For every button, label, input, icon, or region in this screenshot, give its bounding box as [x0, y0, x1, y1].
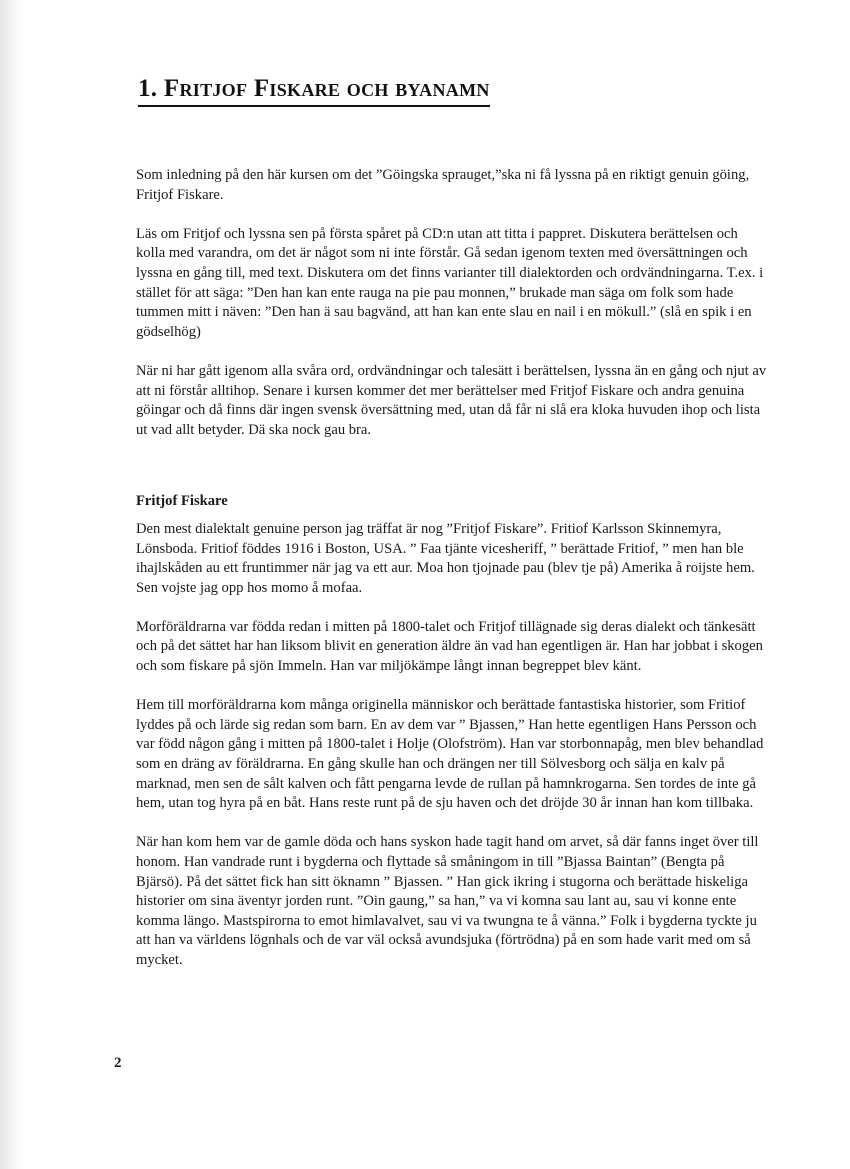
page-content: [136, 166, 770, 990]
section-subheading: Fritjof Fiskare: [136, 493, 228, 510]
intro-paragraph-2: Läs om Fritjof och lyssna sen på första spåret på CD:n utan att titta i pappret. Diskutera berättelsen och kolla med varandra, om det är något som ni inte förstår. Gå sedan igenom texten med översättningen och lyssna en gång till, med text. Diskutera om det finns varianter till dialektorden och ordvändningarna. T.ex. i stället för att säga: ”Den han kan ente rauga na pie pau monnen,” brukade man säga om folk som hade tummen mitt i näven: ”Den han ä sau bagvänd, att han kan ente slau en nail i en mökull.” (slå en spik i en gödselhög): [136, 225, 764, 340]
body-paragraph-4: När han kom hem var de gamle döda och hans syskon hade tagit hand om arvet, så där fanns inget över till honom. Han vandrade runt i bygderna och flyttade så småningom in till ”Bjassa Baintan” (Bengta på Bjärsö). På det sättet fick han sitt öknamn ” Bjassen. ” Han gick ikring i stugorna och berättade hiskeliga historier om sina äventyr jorden runt. ”Oin gaung,” sa han,” va vi komna sau lant au, sau vi konne ente komma längo. Mastspirorna to emot himlavalvet, sau vi va twungna te å vänna.” Folk i bygderna tyckte ju att han va världens lögnhals och de var väl också avundsjuka (förtrödna) på en som hade varit med om så mycket.: [136, 834, 759, 968]
body-paragraph-1: Den mest dialektalt genuine person jag träffat är nog ”Fritjof Fiskare”. Fritiof Karlsson Skinnemyra, Lönsboda. Fritiof föddes 1916 i Boston, USA. ” Faa tjänte vicesheriff, ” berättade Fritiof, ” men han ble ihajlskåden au ett fruntimmer när jag va ett aur. Moa hon tjojnade pau (blev tje på) Amerika å roijste hem. Sen vojste jag opp hos momo å mofaa.: [136, 520, 755, 596]
body-paragraph-3: Hem till morföräldrarna kom många originella människor och berättade fantastiska historier, som Fritiof lyddes på och lärde sig redan som barn. En av dem var ” Bjassen,” Han hette egentligen Hans Persson och var född någon gång i mitten på 1800-talet i Holje (Olofström). Han var storbonnapåg, men blev behandlad som en dräng av föräldrarna. En gång skulle han och drängen ner till Sölvesborg och sälja en kalv på marknad, men sen de sålt kalven och fått pengarna levde de rullan på hamnkrogarna. Sen tordes de inte gå hem, utan tog hyra på en båt. Hans reste runt på de sju haven och det dröjde 30 år innan han kom tillbaka.: [136, 697, 764, 812]
intro-paragraph-1: Som inledning på den här kursen om det ”Göingska sprauget,”ska ni få lyssna på en riktigt genuin göing, Fritjof Fiskare.: [136, 167, 750, 203]
page-number: 2: [114, 1055, 122, 1071]
scan-edge-shadow: [0, 0, 22, 1169]
chapter-heading: 1. Fritjof Fiskare och byanamn: [138, 74, 490, 107]
body-paragraph-2: Morföräldrarna var födda redan i mitten på 1800-talet och Fritjof tillägnade sig deras dialekt och tänkesätt och på det sättet har han liksom blivit en generation äldre än vad han egentligen är. Han har jobbat i skogen och som fiskare på sjön Immeln. Han var miljökämpe långt innan begreppet blev känt.: [136, 618, 763, 675]
intro-paragraph-3: När ni har gått igenom alla svåra ord, ordvändningar och talesätt i berättelsen, lyssna än en gång och njut av att ni förstår alltihop. Senare i kursen kommer det mer berättelser med Fritjof Fiskare och andra genuina göingar och då finns där ingen svensk översättning med, utan då får ni slå era kloka huvuden ihop och lista ut vad allt betyder. Dä ska nock gau bra.: [136, 362, 767, 438]
